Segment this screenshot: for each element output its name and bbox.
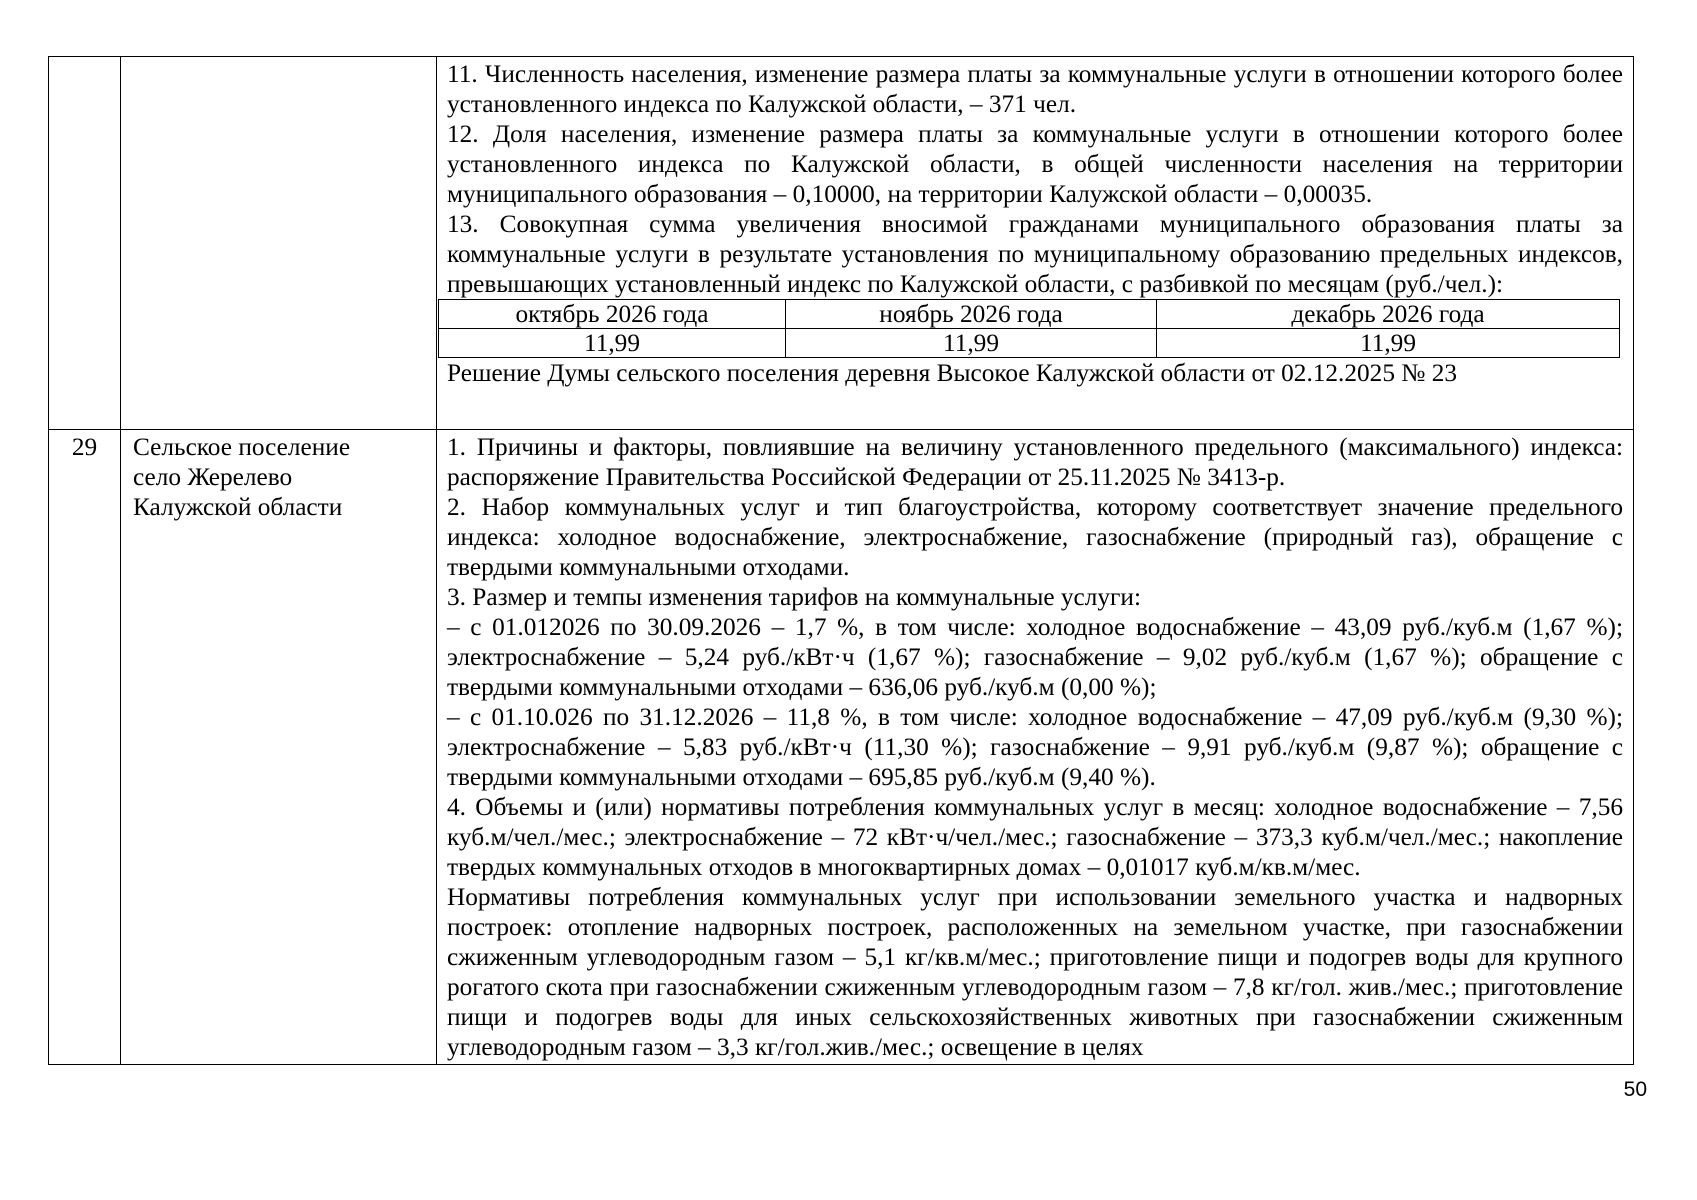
tariff-period-1: – с 01.012026 по 30.09.2026 – 1,7 %, в том числе: холодное водоснабжение – 43,09 руб./куб.м (1,67 %); электроснабжение – 5,24 руб./кВт·ч (1,67 %); газоснабжение – 9,02 руб./куб.м (1,67 %); обращение с твердыми коммунальными отходами – 636,06 руб./куб.м (0,00 %); bbox=[447, 613, 1623, 701]
paragraph-13: 13. Совокупная сумма увеличения вносимой гражданами муниципального образования платы за коммунальные услуги в результате установления по муниципальному образованию предельных индексов, превышающих установленный индекс по Калужской области, с разбивкой по месяцам (руб./чел.): bbox=[447, 210, 1623, 298]
paragraph-2: 2. Набор коммунальных услуг и тип благоустройства, которому соответствует значение предельного индекса: холодное водоснабжение, электроснабжение, газоснабжение (природный газ), обращение с твердыми коммунальными отходами. bbox=[447, 493, 1623, 581]
table-row-previous bbox=[49, 57, 1634, 430]
monthly-sum-header-row bbox=[439, 300, 1620, 329]
month-header-november: ноябрь 2026 года bbox=[786, 300, 1157, 329]
municipality-name-cell bbox=[121, 57, 437, 430]
municipality-name-cell bbox=[121, 430, 437, 1065]
municipality-name bbox=[121, 57, 436, 59]
municipality-name-line-2: село Жерелево bbox=[133, 463, 293, 491]
info-cell bbox=[437, 430, 1634, 1065]
municipality-name-line-3: Калужской области bbox=[133, 493, 343, 521]
row-number-cell bbox=[49, 430, 121, 1065]
month-header-october: октябрь 2026 года bbox=[439, 300, 786, 329]
info-cell bbox=[437, 57, 1634, 430]
paragraph-11: 11. Численность населения, изменение размера платы за коммунальные услуги в отношении которого более установленного индекса по Калужской области, – 371 чел. bbox=[447, 60, 1623, 118]
document-sheet bbox=[48, 56, 1633, 1065]
row-number bbox=[49, 57, 120, 59]
municipality-name-line-1: Сельское поселение bbox=[133, 433, 351, 461]
tariff-period-2: – с 01.10.026 по 31.12.2026 – 11,8 %, в том числе: холодное водоснабжение – 47,09 руб./куб.м (9,30 %); электроснабжение – 5,83 руб./кВт·ч (11,30 %); газоснабжение – 9,91 руб./куб.м (9,87 %); обращение с твердыми коммунальными отходами – 695,85 руб./куб.м (9,40 %). bbox=[447, 703, 1623, 791]
paragraph-4: 4. Объемы и (или) нормативы потребления коммунальных услуг в месяц: холодное водоснабжение – 7,56 куб.м/чел./мес.; электроснабжение – 72 кВт·ч/чел./мес.; газоснабжение – 373,3 куб.м/чел./мес.; накопление твердых коммунальных отходов в многоквартирных домах – 0,01017 куб.м/кв.м/мес. bbox=[447, 793, 1623, 881]
decision-reference: Решение Думы сельского поселения деревня Высокое Калужской области от 02.12.2025 № 23 bbox=[447, 359, 1458, 387]
monthly-sum-table bbox=[438, 299, 1620, 358]
monthly-sum-value-row bbox=[439, 329, 1620, 358]
table-row-29 bbox=[49, 430, 1634, 1065]
month-header-december: декабрь 2026 года bbox=[1157, 300, 1620, 329]
page-number: 50 bbox=[1623, 1078, 1647, 1101]
month-value-december: 11,99 bbox=[1157, 329, 1620, 358]
paragraph-12: 12. Доля населения, изменение размера платы за коммунальные услуги в отношении которого более установленного индекса по Калужской области, в общей численности населения на территории муниципального образования – 0,10000, на территории Калужской области – 0,00035. bbox=[447, 120, 1623, 208]
row-number-cell bbox=[49, 57, 121, 430]
main-table bbox=[48, 56, 1634, 1065]
consumption-norms: Нормативы потребления коммунальных услуг при использовании земельного участка и надворных построек: отопление надворных построек, расположенных на земельном участке, при газоснабжении сжиженным углеводородным газом – 5,1 кг/кв.м/мес.; приготовление пищи и подогрев воды для крупного рогатого скота при газоснабжении сжиженным углеводородным газом – 7,8 кг/гол. жив./мес.; приготовление пищи и подогрев воды для иных сельскохозяйственных животных при газоснабжении сжиженным углеводородным газом – 3,3 кг/гол.жив./мес.; освещение в целях bbox=[447, 883, 1623, 1061]
paragraph-1: 1. Причины и факторы, повлиявшие на величину установленного предельного (максимального) индекса: распоряжение Правительства Российской Федерации от 25.11.2025 № 3413-р. bbox=[447, 433, 1623, 491]
paragraph-3: 3. Размер и темпы изменения тарифов на коммунальные услуги: bbox=[447, 583, 1141, 611]
month-value-october: 11,99 bbox=[439, 329, 786, 358]
row-number: 29 bbox=[71, 433, 98, 461]
month-value-november: 11,99 bbox=[786, 329, 1157, 358]
